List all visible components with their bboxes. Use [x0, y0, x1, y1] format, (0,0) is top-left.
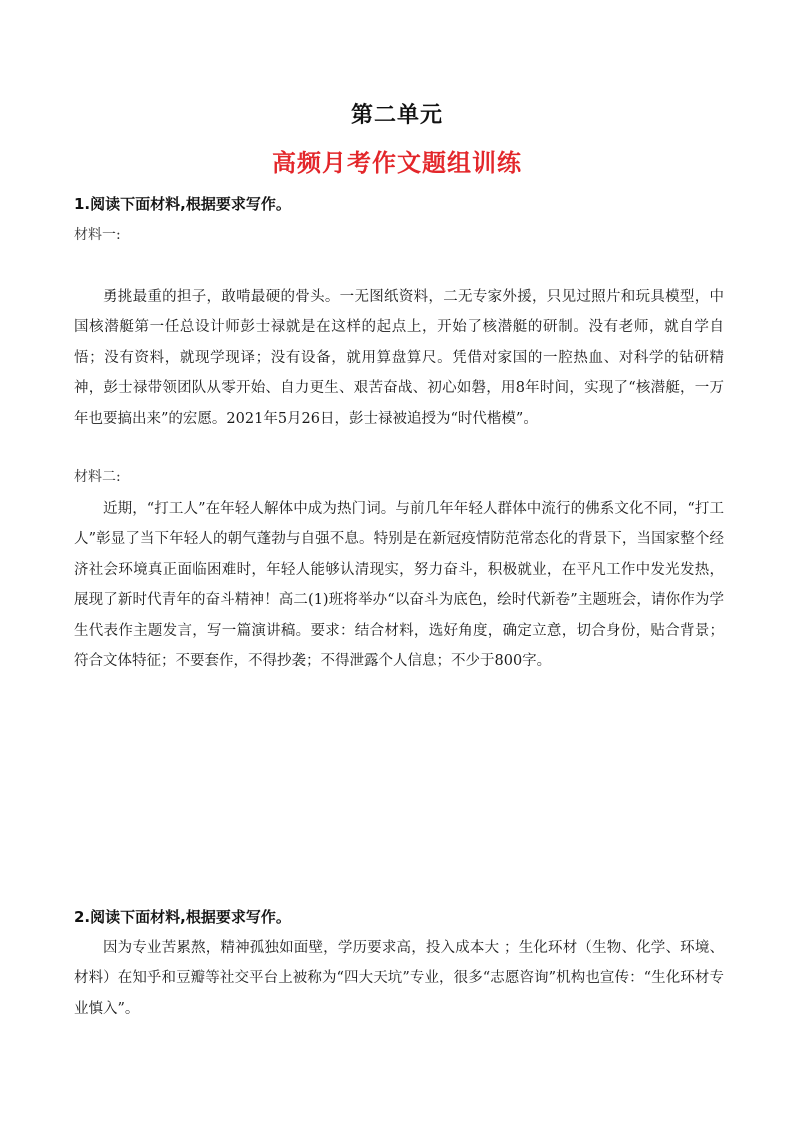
material-1-label: 材料一: [74, 227, 121, 243]
question-1-heading: 1.阅读下面材料,根据要求写作。 [74, 195, 291, 213]
material-1-paragraph: 勇挑最重的担子，敢啃最硬的骨头。一无图纸资料，二无专家外援，只见过照片和玩具模型，中国核潜艇第一任总设计师彭士禄就是在这样的起点上，开始了核潜艇的研制。没有老师，就自学自悟；没有资料，就现学现译；没有设备，就用算盘算尺。凭借对家国的一腔热血、对科学的钻研精神，彭士禄带领团队从零开始、自力更生、艰苦奋战、初心如磐，用8年时间，实现了“核潜艇，一万年也要搞出来”的宏愿。2021年5月26日，彭士禄被追授为“时代楷模”。 [74, 289, 724, 427]
question-2-paragraph: 因为专业苦累熬，精神孤独如面壁，学历要求高，投入成本大 ；生化环材（生物、化学、环境、材料）在知乎和豆瓣等社交平台上被称为“四大天坑”专业，很多“志愿咨询”机构也宣传：“生化环材专业慎入”。 [74, 940, 724, 1017]
unit-title: 第二单元 [350, 103, 443, 128]
question-2-heading: 2.阅读下面材料,根据要求写作。 [74, 908, 291, 926]
page-subtitle: 高频月考作文题组训练 [272, 149, 522, 177]
material-2-label: 材料二: [74, 469, 121, 485]
material-2-paragraph: 近期，“打工人”在年轻人解体中成为热门词。与前几年年轻人群体中流行的佛系文化不同，“打工人”彰显了当下年轻人的朝气蓬勃与自强不息。特别是在新冠疫情防范常态化的背景下，当国家整个经济社会环境真正面临困难时，年轻人能够认清现实，努力奋斗，积极就业，在平凡工作中发光发热，展现了新时代青年的奋斗精神！高二(1)班将举办“以奋斗为底色，绘时代新卷”主题班会，请你作为学生代表作主题发言，写一篇演讲稿。要求：结合材料，选好角度，确定立意，切合身份，贴合背景；符合文体特征；不要套作，不得抄袭；不得泄露个人信息；不少于800字。 [74, 501, 724, 670]
